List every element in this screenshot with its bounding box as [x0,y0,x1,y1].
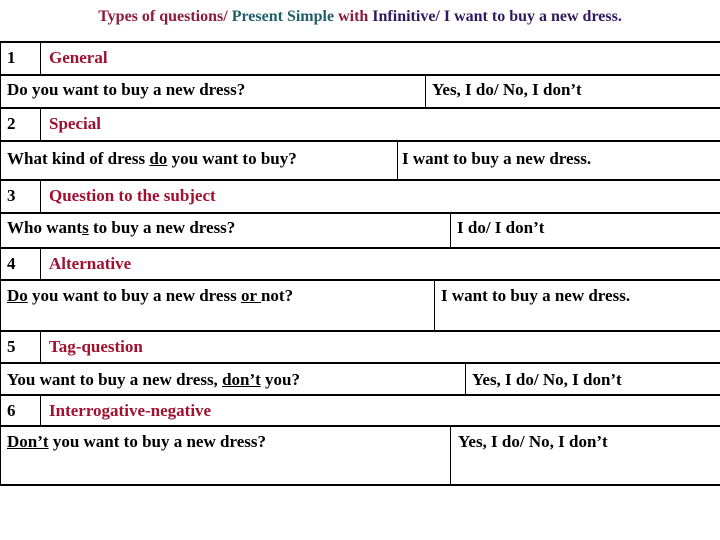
row-number: 3 [7,186,16,205]
example-question: Do you want to buy a new dress or not? [7,286,294,305]
title-part-2: Present Simple [231,8,339,25]
table-rule [0,279,720,281]
table-rule [40,107,41,141]
example-question: What kind of dress do you want to buy? [7,149,297,168]
row-number: 4 [7,254,16,273]
example-answer: Yes, I do/ No, I don’t [432,80,582,99]
table-rule [450,212,451,248]
row-number: 2 [7,114,16,133]
table-rule [40,179,41,213]
example-answer: Yes, I do/ No, I don’t [458,432,608,451]
table-rule [0,179,720,181]
title-part-1: Types of questions/ [98,8,232,25]
row-number: 5 [7,337,16,356]
table-rule [0,74,720,76]
question-type-label: Special [49,114,101,133]
example-answer: I do/ I don’t [457,218,545,237]
table-rule [0,362,720,364]
table-rule [0,394,720,396]
example-question: Who wants to buy a new dress? [7,218,236,237]
table-rule [40,330,41,363]
example-question: Do you want to buy a new dress? [7,80,246,99]
page-title [0,8,720,26]
example-question: Don’t you want to buy a new dress? [7,432,266,451]
title-part-3: with [338,8,373,25]
title-part-4: Infinitive/ I want to buy a new dress. [372,8,622,25]
table-rule [434,279,435,331]
question-type-label: General [49,48,108,67]
table-rule [40,394,41,426]
example-answer: Yes, I do/ No, I don’t [472,370,622,389]
row-number: 1 [7,48,16,67]
question-type-label: Tag-question [49,337,143,356]
table-rule [0,330,720,332]
table-rule [0,484,720,486]
table-rule [0,247,720,249]
table-rule [0,107,720,109]
example-answer: I want to buy a new dress. [441,286,631,305]
table-rule [0,140,720,142]
table-rule [397,140,398,180]
example-answer: I want to buy a new dress. [402,149,592,168]
row-number: 6 [7,401,16,420]
table-rule [0,212,720,214]
table-rule [0,41,720,43]
question-type-label: Alternative [49,254,132,273]
question-type-label: Interrogative-negative [49,401,212,420]
table-rule [40,41,41,75]
table-rule [0,425,720,427]
question-type-label: Question to the subject [49,186,216,205]
table-rule [0,41,1,486]
table-rule [465,362,466,395]
example-question: You want to buy a new dress, don’t you? [7,370,301,389]
table-rule [450,425,451,485]
table-rule [425,74,426,108]
table-rule [40,247,41,280]
